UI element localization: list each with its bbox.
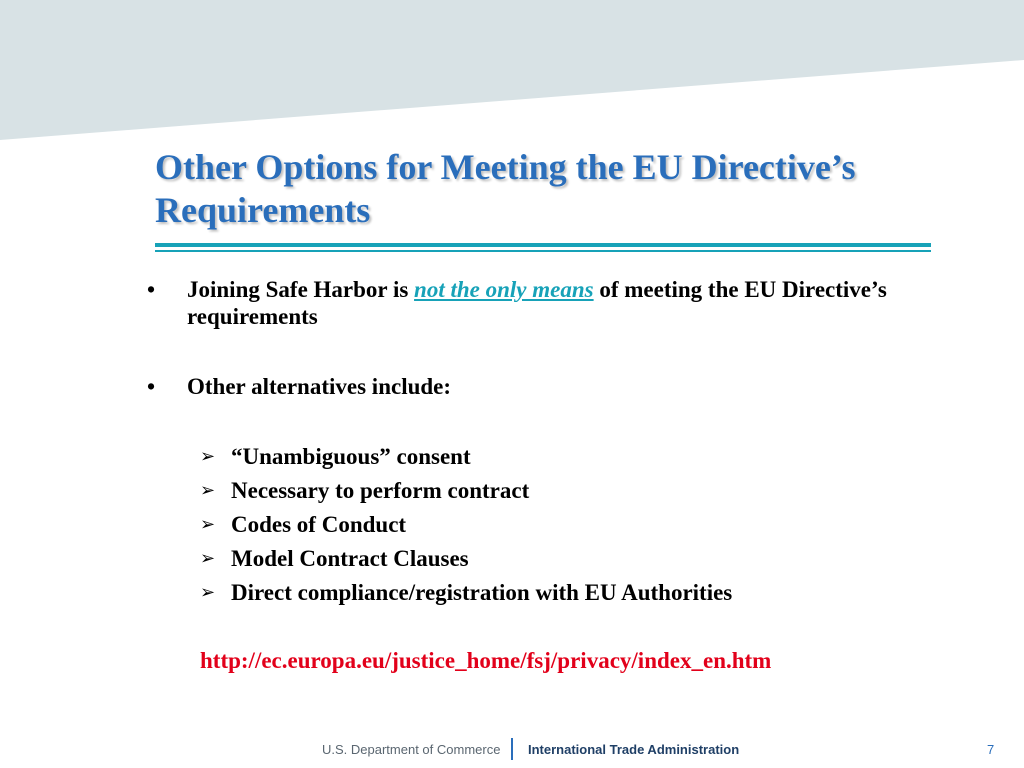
arrow-bullet-icon: ➢: [200, 548, 216, 569]
title-line-2: Requirements: [155, 190, 371, 230]
bullet-item: [147, 276, 947, 330]
title-line-1: Other Options for Meeting the EU Directive’s: [155, 147, 856, 187]
alternative-text: Codes of Conduct: [231, 512, 407, 537]
bullet-text-before: Joining Safe Harbor is: [187, 277, 415, 302]
footer-department: U.S. Department of Commerce: [322, 742, 501, 757]
arrow-bullet-icon: ➢: [200, 514, 216, 535]
bullet-marker: •: [147, 374, 156, 399]
bullet-text: Other alternatives include:: [187, 374, 452, 399]
footer-separator: [511, 738, 513, 760]
alternatives-list: [200, 440, 732, 610]
alternative-text: Direct compliance/registration with EU Authorities: [231, 580, 733, 605]
page-number: 7: [987, 742, 995, 757]
title-underline-thin: [155, 250, 931, 252]
alternative-item: [200, 576, 732, 610]
footer-agency: International Trade Administration: [528, 742, 740, 757]
alternative-item: [200, 542, 732, 576]
title-underline: [155, 243, 931, 247]
bullet-item: [147, 373, 947, 400]
top-decorative-band: [0, 0, 1024, 145]
top-band-shape: [0, 0, 1024, 140]
bullet-marker: •: [147, 277, 156, 302]
bullet-text-after: of meeting the EU Directive’s requirements: [187, 277, 887, 329]
alternative-item: [200, 440, 732, 474]
arrow-bullet-icon: ➢: [200, 446, 216, 467]
emphasis-text: not the only means: [414, 277, 594, 302]
arrow-bullet-icon: ➢: [200, 582, 216, 603]
eu-privacy-link[interactable]: http://ec.europa.eu/justice_home/fsj/privacy/index_en.htm: [200, 648, 772, 673]
alternative-item: [200, 508, 732, 542]
footer: [0, 735, 1024, 765]
slide-title: [155, 146, 975, 232]
alternative-text: Necessary to perform contract: [231, 478, 530, 503]
arrow-bullet-icon: ➢: [200, 480, 216, 501]
alternative-text: Model Contract Clauses: [231, 546, 469, 571]
alternative-item: [200, 474, 732, 508]
bullet-list: [147, 276, 947, 443]
alternative-text: “Unambiguous” consent: [231, 444, 471, 469]
